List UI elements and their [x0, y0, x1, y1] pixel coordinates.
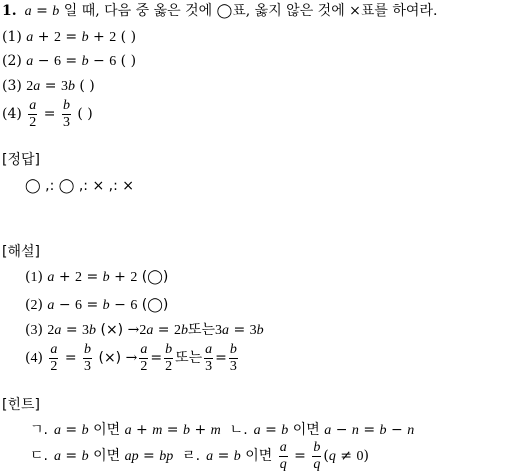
item-3: (3) 2a = 3b ( )	[2, 78, 95, 94]
answer-text: ◯ ,: ◯ ,: × ,: ×	[25, 178, 134, 194]
hint-line-2: ㄷ. a = b 이면 ap = bp ㄹ. a = b 이면 $\frac{a}{q}$ = $\frac{b}{q}$ (q ≠ 0)	[30, 439, 369, 472]
item-1: (1) a + 2 = b + 2 ( )	[2, 29, 137, 45]
item-2: (2) a − 6 = b − 6 ( )	[2, 53, 137, 69]
stem-var-a: a	[24, 4, 32, 19]
question-stem	[2, 2, 437, 21]
item-label: (3)	[2, 78, 22, 94]
question-number: 1.	[2, 3, 17, 19]
item-blank: ( )	[120, 53, 137, 69]
fraction: $\frac{a}{2}$	[29, 97, 37, 130]
item-4: (4) $\frac{a}{2}$ = $\frac{b}{3}$ ( )	[2, 97, 93, 130]
item-blank: ( )	[120, 29, 137, 45]
item-blank: ( )	[79, 78, 95, 94]
explanation-header: [해설]	[2, 244, 40, 260]
hint-line-1: ㄱ. a = b 이면 a + m = b + m ㄴ. a = b 이면 a − n = b − n	[30, 422, 415, 438]
explanation-4: (4) $\frac{a}{2}$ = $\frac{b}{3}$ (×) → $\frac{a}{2}$ = $\frac{b}{2}$ 또는 $\frac{a}{3}$ = $\frac{b}{3}$	[25, 341, 237, 374]
explanation-2: (2) a − 6 = b − 6 (◯)	[25, 297, 169, 313]
stem-eq: =	[31, 3, 53, 19]
item-label: (2)	[2, 53, 22, 69]
stem-var-b: b	[52, 4, 60, 19]
item-label: (4)	[2, 106, 22, 122]
answer-header: [정답]	[2, 152, 40, 168]
explanation-1: (1) a + 2 = b + 2 (◯)	[25, 269, 169, 285]
stem-text: 일 때, 다음 중 옳은 것에 ◯표, 옳지 않은 것에 ×표를 하여라.	[59, 3, 438, 19]
explanation-3: (3) 2a = 3b (×) →2a = 2b또는3a = 3b	[25, 322, 264, 338]
hint-header: [힌트]	[2, 397, 40, 413]
fraction: $\frac{b}{3}$	[62, 97, 70, 130]
item-blank: ( )	[77, 106, 93, 122]
item-label: (1)	[2, 29, 22, 45]
